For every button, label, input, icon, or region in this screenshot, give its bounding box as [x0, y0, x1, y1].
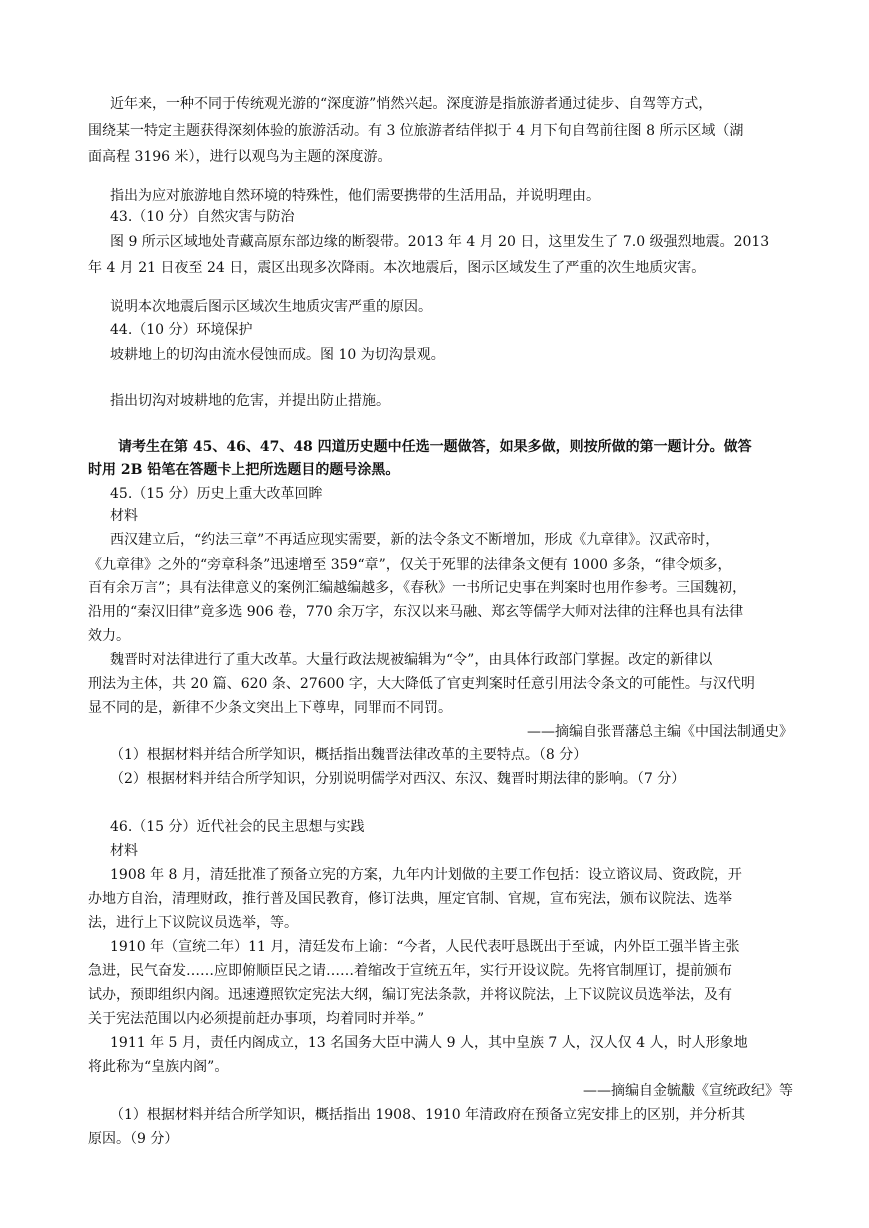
paragraph-line: 图 9 所示区域地处青藏高原东部边缘的断裂带。2013 年 4 月 20 日，这里发生了 7.0 级强烈地震。2013 [110, 234, 770, 250]
sub-question: （1）根据材料并结合所学知识，概括指出魏晋法律改革的主要特点。（8 分） [110, 747, 588, 763]
instruction-line: 请考生在第 45、46、47、48 四道历史题中任选一题做答，如果多做，则按所做的第一题计分。做答 [118, 439, 752, 455]
instruction-line: 时用 2B 铅笔在答题卡上把所选题目的题号涂黑。 [88, 462, 400, 478]
question-heading: 44.（10 分）环境保护 [110, 322, 253, 338]
question-heading: 46.（15 分）近代社会的民主思想与实践 [110, 819, 365, 835]
question-heading: 45.（15 分）历史上重大改革回眸 [110, 486, 323, 502]
paragraph-line: 办地方自治，清理财政，推行普及国民教育，修订法典，厘定官制、官规，宣布宪法，颁布议院法、选举 [88, 891, 732, 907]
material-label: 材料 [110, 508, 138, 524]
paragraph-line: 沿用的“秦汉旧律”竟多选 906 卷，770 余万字，东汉以来马融、郑玄等儒学大师对法律的注释也具有法律 [88, 604, 744, 620]
paragraph-line: 关于宪法范围以内必须提前赶办事项，均着同时并举。” [88, 1011, 425, 1027]
question-heading: 43.（10 分）自然灾害与防治 [110, 209, 295, 225]
source-citation: ——摘编自张晋藩总主编《中国法制通史》 [527, 724, 793, 740]
paragraph-line: 面高程 3196 米），进行以观鸟为主题的深度游。 [88, 149, 392, 165]
paragraph-line: 近年来，一种不同于传统观光游的“深度游”悄然兴起。深度游是指旅游者通过徒步、自驾等方式， [110, 96, 713, 112]
prompt-line: 指出切沟对坡耕地的危害，并提出防止措施。 [110, 393, 390, 409]
prompt-line: 指出为应对旅游地自然环境的特殊性，他们需要携带的生活用品，并说明理由。 [110, 188, 600, 204]
paragraph-line: 西汉建立后，“约法三章”不再适应现实需要，新的法令条文不断增加，形成《九章律》。汉武帝时， [110, 532, 720, 548]
source-citation: ——摘编自金毓黻《宣统政纪》等 [583, 1083, 793, 1099]
paragraph-line: 百有余万言”；具有法律意义的案例汇编越编越多，《春秋》一书所记史事在判案时也用作参考。三国魏初， [88, 580, 747, 596]
paragraph-line: 效力。 [88, 628, 130, 644]
paragraph-line: 围绕某一特定主题获得深刻体验的旅游活动。有 3 位旅游者结伴拟于 4 月下旬自驾前往图 8 所示区域（湖 [88, 123, 744, 139]
paragraph-line: 显不同的是，新律不少条文突出上下尊卑，同罪而不同罚。 [88, 700, 452, 716]
paragraph-line: 法，进行上下议院议员选举，等。 [88, 915, 298, 931]
paragraph-line: 魏晋时对法律进行了重大改革。大量行政法规被编辑为“令”，由具体行政部门掌握。改定的新律以 [110, 652, 713, 668]
paragraph-line: 1911 年 5 月，责任内阁成立，13 名国务大臣中满人 9 人，其中皇族 7 人，汉人仅 4 人，时人形象地 [110, 1035, 748, 1051]
paragraph-line: 试办，预即组织内阁。迅速遵照钦定宪法大纲，编订宪法条款，并将议院法，上下议院议员选举法，及有 [88, 987, 732, 1003]
paragraph-line: 年 4 月 21 日夜至 24 日，震区出现多次降雨。本次地震后，图示区域发生了严重的次生地质灾害。 [88, 260, 706, 276]
paragraph-line: 《九章律》之外的“旁章科条”迅速增至 359“章”，仅关于死罪的法律条文便有 1000 多条，“律令烦多， [88, 557, 732, 573]
material-label: 材料 [110, 843, 138, 859]
paragraph-line: 1910 年（宣统二年）11 月，清廷发布上谕：“今者，人民代表吁恳既出于至诚，内外臣工强半皆主张 [110, 939, 740, 955]
paragraph-line: 坡耕地上的切沟由流水侵蚀而成。图 10 为切沟景观。 [110, 347, 445, 363]
paragraph-line: 1908 年 8 月，清廷批准了预备立宪的方案，九年内计划做的主要工作包括：设立谘议局、资政院，开 [110, 867, 742, 883]
paragraph-line: 急进，民气奋发……应即俯顺臣民之请……着缩改于宣统五年，实行开设议院。先将官制厘订，提前颁布 [88, 963, 732, 979]
prompt-line: 说明本次地震后图示区域次生地质灾害严重的原因。 [110, 299, 432, 315]
paragraph-line: 刑法为主体，共 20 篇、620 条、27600 字，大大降低了官吏判案时任意引用法令条文的可能性。与汉代明 [88, 676, 755, 692]
paragraph-line: 将此称为“皇族内阁”。 [88, 1059, 229, 1075]
sub-question: （1）根据材料并结合所学知识，概括指出 1908、1910 年清政府在预备立宪安排上的区别，并分析其 [110, 1107, 746, 1123]
sub-question: （2）根据材料并结合所学知识，分别说明儒学对西汉、东汉、魏晋时期法律的影响。（7 分） [110, 771, 686, 787]
sub-question: 原因。（9 分） [88, 1131, 179, 1147]
